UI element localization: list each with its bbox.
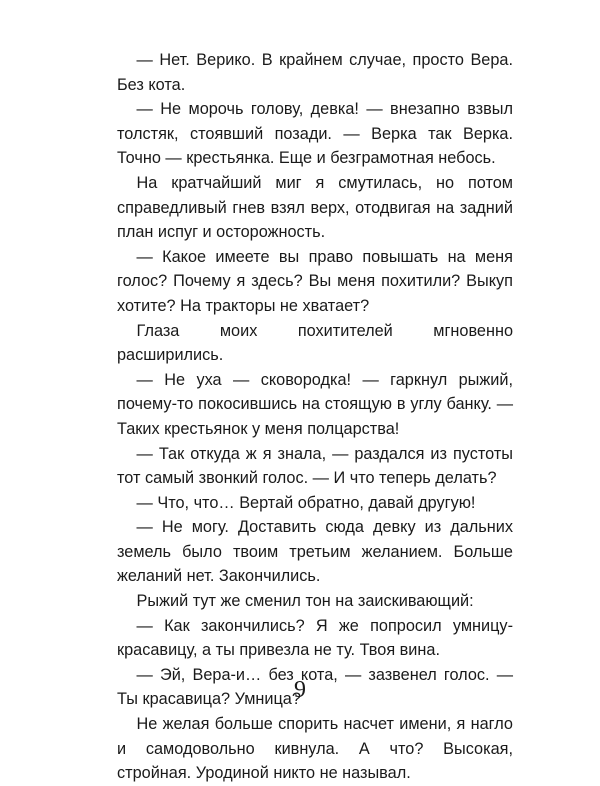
paragraph-1: — Нет. Верико. В крайнем случае, просто Вера. Без кота. [117,51,513,94]
paragraph-11: — Как закончились? Я же попросил умницу-красавицу, а ты привезла не ту. Твоя вина. [117,616,513,660]
paragraph-6: — Не уха — сковородка! — гаркнул рыжий, почему-то покосившись на стоящую в углу банку. — Таких крестьянок у меня полцарства! [117,370,513,438]
paragraph-9: — Не могу. Доставить сюда девку из дальних земель было твоим третьим желанием. Больше желаний нет. Закончились. [117,518,513,586]
paragraph-2: — Не морочь голову, девка! — внезапно взвыл толстяк, стоявший позади. — Верка так Верка. Точно — крестьянка. Еще и безграмотная небось. [117,100,513,168]
paragraph-10: Рыжий тут же сменил тон на заискивающий: [136,592,474,611]
paragraph-3: На кратчайший миг я смутилась, но потом справедливый гнев взял верх, отодвигая на задний план испуг и осторожность. [117,173,513,242]
paragraph-5: Глаза моих похитителей мгновенно расширились. [117,321,513,365]
paragraph-7: — Так откуда ж я знала, — раздался из пустоты тот самый звонкий голос. — И что теперь делать? [117,444,513,488]
paragraph-8: — Что, что… Вертай обратно, давай другую! [136,493,476,512]
page-number: 9 [294,677,306,703]
paragraph-12: — Эй, Вера-и… без кота, — зазвенел голос. — Ты красавица? Умница? [117,665,513,709]
paragraph-13: Не желая больше спорить насчет имени, я нагло и самодовольно кивнула. А что? Высокая, стройная. Уродиной никто не называл. [117,715,513,783]
paragraph-4: — Какое имеете вы право повышать на меня голос? Почему я здесь? Вы меня похитили? Выкуп хотите? На тракторы не хватает? [117,247,513,315]
